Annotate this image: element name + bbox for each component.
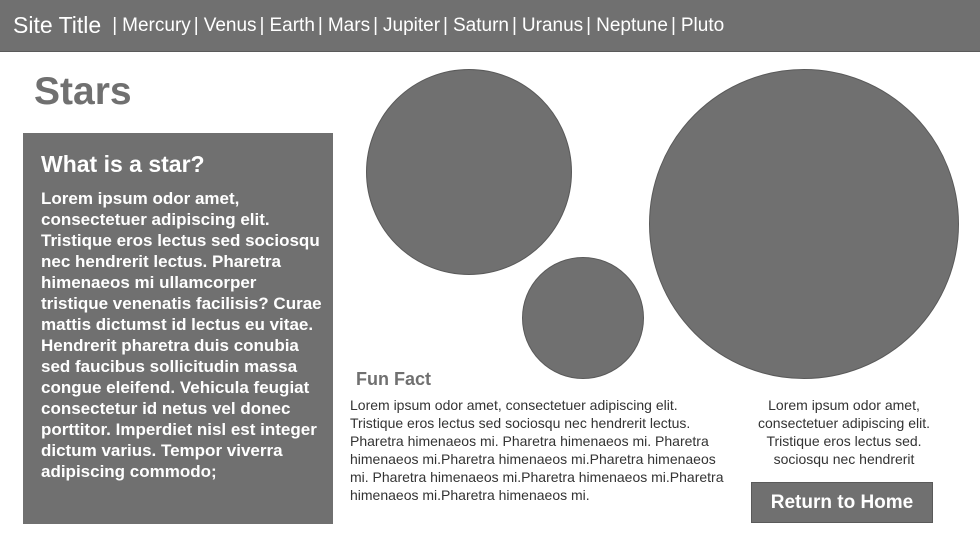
fun-fact-title: Fun Fact <box>356 369 431 389</box>
image-placeholder-circle-medium <box>366 69 572 275</box>
nav-link-saturn[interactable]: Saturn <box>452 14 509 36</box>
top-nav-bar <box>0 0 980 52</box>
info-body: Lorem ipsum odor amet, consectetuer adipiscing elit. Tristique eros lectus sed sociosqu nec hendrerit lectus. Pharetra himenaeos mi ullamcorper tristique venenatis facilisis? Curae mattis dictumst id lectus eu vitae. Hendrerit pharetra duis conubia sed faucibus sollicitudin massa congue eleifend. Vehicula feugiat consectetur id netus vel donec porttitor. Imperdiet nisl est integer dictum varius. Tempor viverra adipiscing commodo; <box>41 189 322 481</box>
nav-separator: | <box>317 14 323 36</box>
return-home-button[interactable]: Return to Home <box>751 482 933 523</box>
nav-separator: | <box>670 14 676 36</box>
nav-link-mercury[interactable]: Mercury <box>122 14 191 36</box>
nav-link-pluto[interactable]: Pluto <box>680 14 725 36</box>
nav-link-uranus[interactable]: Uranus <box>521 14 584 36</box>
nav-link-neptune[interactable]: Neptune <box>596 14 668 36</box>
nav-link-jupiter[interactable]: Jupiter <box>383 14 441 36</box>
nav-separator: | <box>259 14 265 36</box>
nav-separator: | <box>112 14 118 36</box>
star-info-panel <box>23 133 333 524</box>
nav-separator: | <box>511 14 517 36</box>
fun-fact-body: Lorem ipsum odor amet, consectetuer adipiscing elit. Tristique eros lectus sed sociosqu nec hendrerit lectus. Pharetra himenaeos mi. Pharetra himenaeos mi. Pharetra himenaeos mi.Pharetra himenaeos mi.Pharetra himenaeos mi. Pharetra himenaeos mi.Pharetra himenaeos mi.Pharetra himenaeos mi.Pharetra himenaeos mi. <box>350 397 724 503</box>
site-title[interactable]: Site Title <box>13 12 102 38</box>
info-heading: What is a star? <box>41 151 205 177</box>
nav-separator: | <box>443 14 448 36</box>
image-placeholder-circle-large <box>649 69 959 379</box>
nav-separator: | <box>586 14 592 36</box>
image-placeholder-circle-small <box>522 257 644 379</box>
nav-link-mars[interactable]: Mars <box>327 14 371 36</box>
nav-separator: | <box>193 14 199 36</box>
nav-link-venus[interactable]: Venus <box>203 14 257 36</box>
nav-link-earth[interactable]: Earth <box>269 14 315 36</box>
page-title: Stars <box>34 70 132 113</box>
side-caption: Lorem ipsum odor amet, consectetuer adipiscing elit. Tristique eros lectus sed. sociosqu nec hendrerit <box>758 397 930 467</box>
nav-separator: | <box>373 14 379 36</box>
